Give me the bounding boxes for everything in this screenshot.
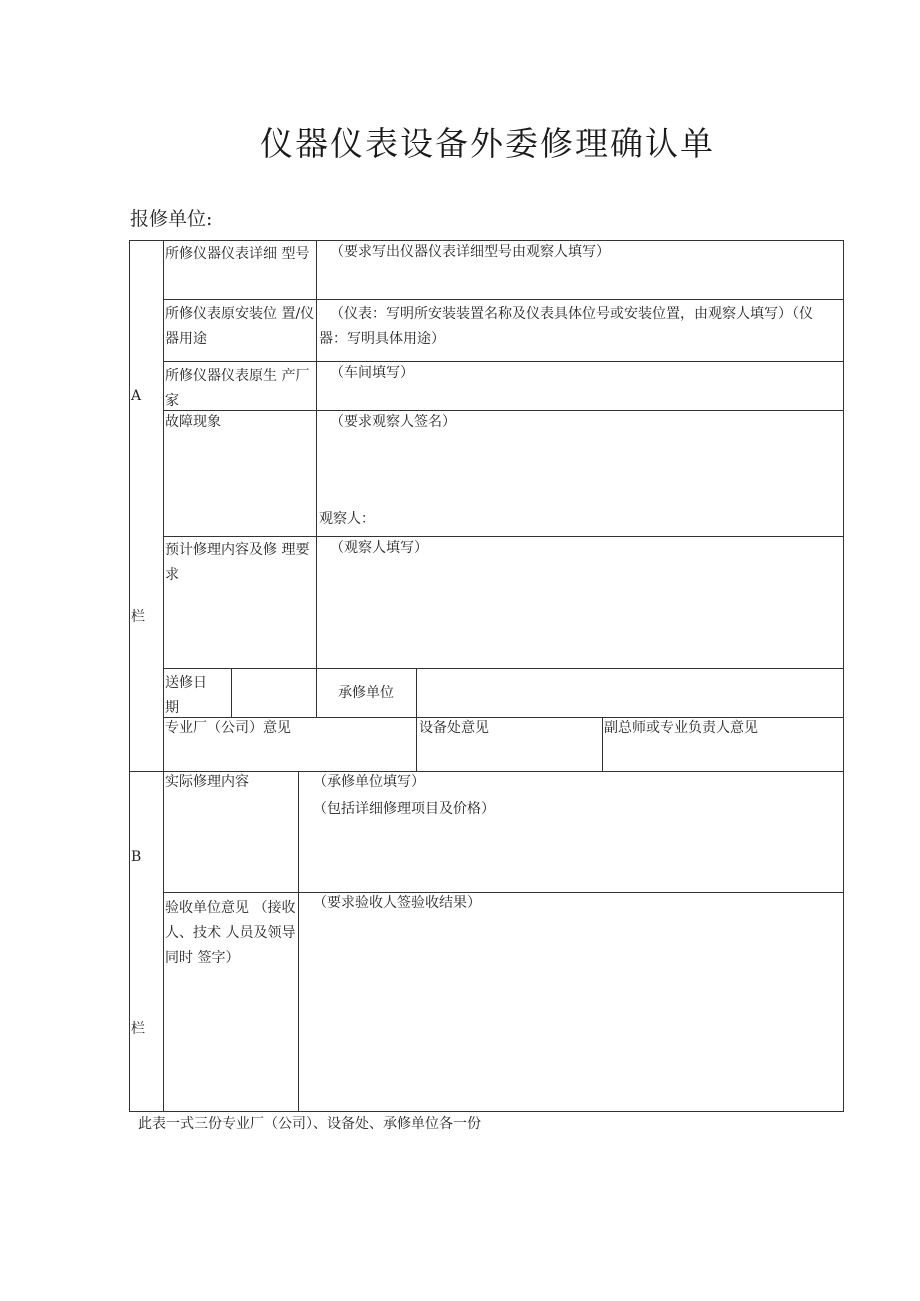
- section-b-column-label: 栏: [131, 1021, 145, 1037]
- actual-repair-detail-hint: （包括详细修理项目及价格）: [313, 801, 495, 817]
- section-a-column-label: 栏: [131, 609, 145, 625]
- model-label: 所修仪器仪表详细 型号: [165, 246, 310, 262]
- send-date-label: 送修日期: [165, 675, 207, 716]
- observer-signature-label: 观察人：: [319, 511, 375, 527]
- plan-hint: （观察人填写）: [330, 540, 428, 556]
- plan-label: 预计修理内容及修 理要求: [165, 542, 310, 583]
- row-line: [163, 892, 844, 893]
- section-divider: [163, 240, 164, 1112]
- row-line: [163, 536, 844, 537]
- col-line: [316, 240, 317, 718]
- repair-unit-cell-label: 承修单位: [338, 685, 394, 701]
- table-border-bottom: [129, 1111, 844, 1112]
- fault-label: 故障现象: [165, 414, 221, 430]
- acceptance-label: 验收单位意见 （接收人、技术 人员及领导同时 签字）: [165, 900, 296, 966]
- maker-hint: （车间填写）: [330, 365, 414, 381]
- table-border-right: [843, 240, 844, 1112]
- model-hint: （要求写出仪器仪表详细型号由观察人填写）: [330, 244, 610, 260]
- section-b-label: B: [131, 849, 142, 865]
- page-title: 仪器仪表设备外委修理确认单: [260, 124, 715, 163]
- maker-label: 所修仪器仪表原生 产厂家: [165, 368, 310, 409]
- row-line: [163, 668, 844, 669]
- chief-opinion-label: 副总师或专业负责人意见: [604, 720, 758, 736]
- col-line: [602, 717, 603, 772]
- col-line: [298, 771, 299, 1112]
- row-line: [163, 299, 844, 300]
- acceptance-hint: （要求验收人签验收结果）: [313, 895, 481, 911]
- actual-repair-label: 实际修理内容: [165, 774, 249, 790]
- table-border-left: [129, 240, 130, 1112]
- equipment-dept-opinion-label: 设备处意见: [419, 720, 489, 736]
- actual-repair-hint: （承修单位填写）: [313, 774, 425, 790]
- col-line: [416, 668, 417, 772]
- footer-note: 此表一式三份专业厂（公司）、设备处、承修单位各一份: [138, 1116, 481, 1132]
- factory-opinion-label: 专业厂（公司）意见: [165, 720, 291, 736]
- section-a-label: A: [131, 388, 142, 404]
- col-line: [231, 668, 232, 718]
- fault-hint: （要求观察人签名）: [330, 414, 456, 430]
- location-hint: （仪表：写明所安装装置名称及仪表具体位号或安装位置，由观察人填写）（仪器：写明具体用途）: [319, 306, 813, 347]
- location-label: 所修仪表原安装位 置/仪器用途: [165, 306, 315, 347]
- repair-unit-label: 报修单位:: [130, 208, 213, 230]
